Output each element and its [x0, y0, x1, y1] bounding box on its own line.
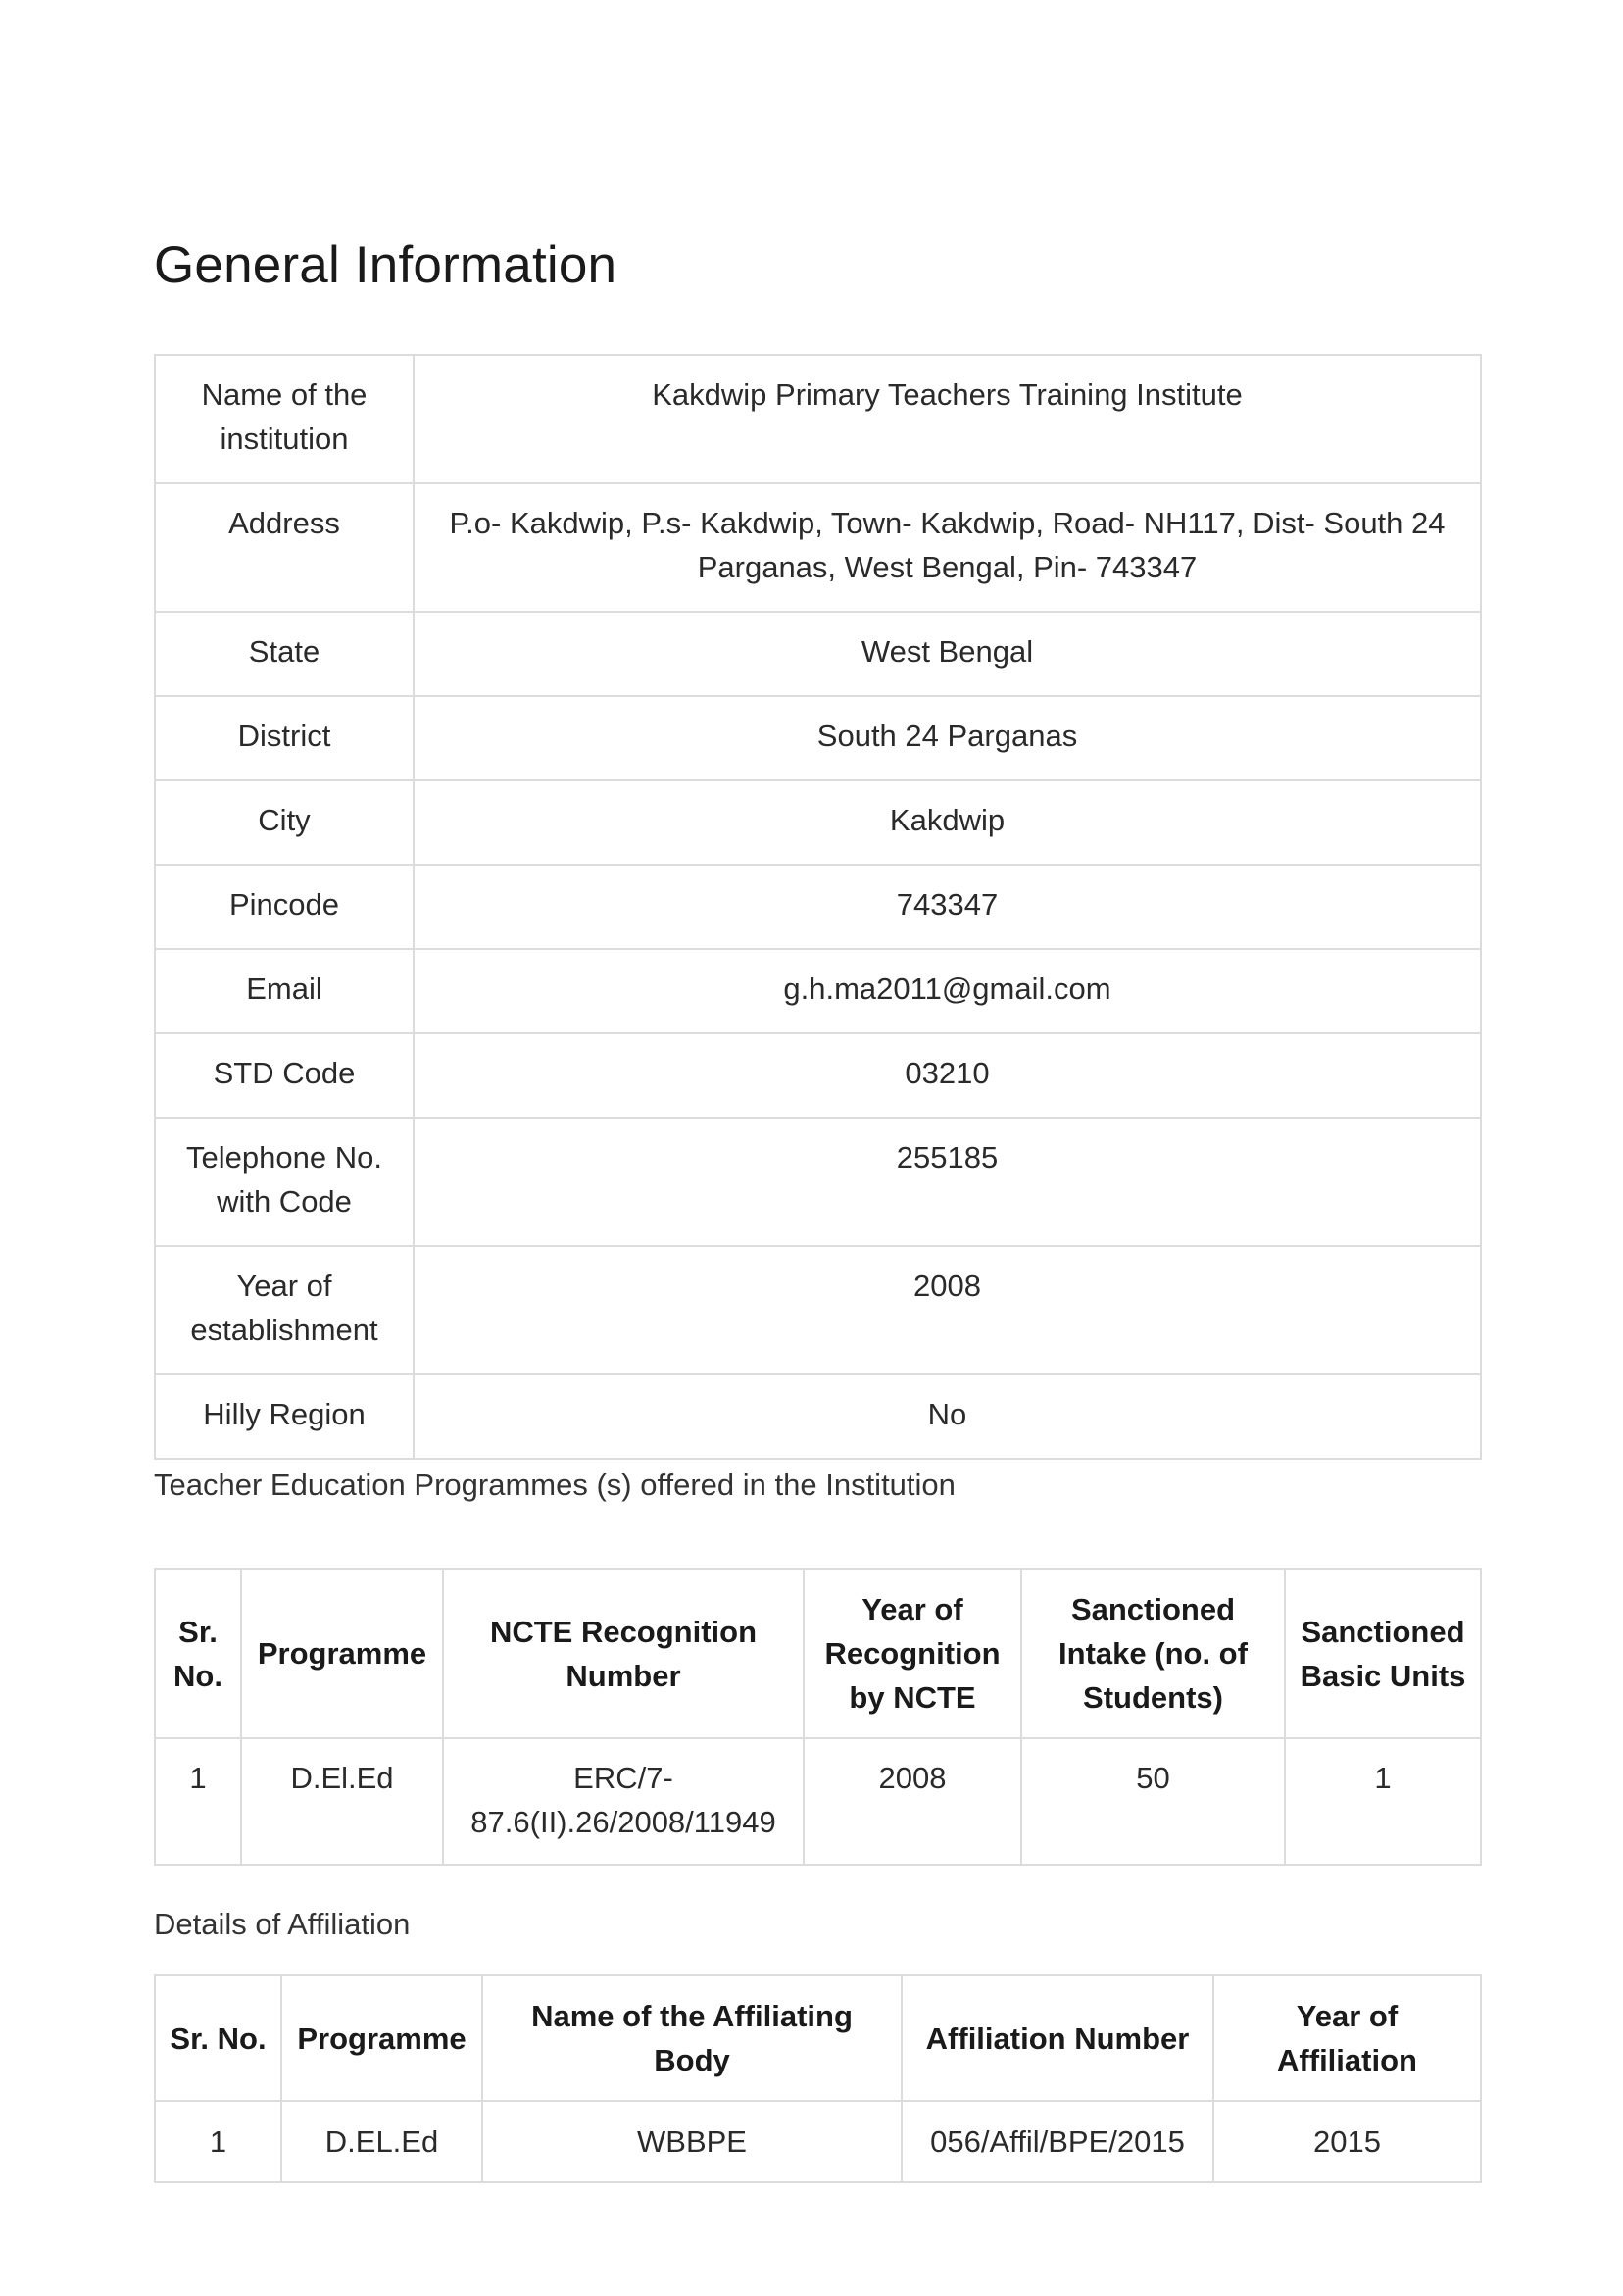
programmes-header-row [155, 1569, 1481, 1738]
info-row-hilly-region [155, 1374, 1481, 1459]
info-row-year-established [155, 1246, 1481, 1374]
column-header: Sr. No. [155, 1975, 281, 2101]
info-row-pincode [155, 865, 1481, 949]
info-value: South 24 Parganas [414, 696, 1481, 780]
info-row-email [155, 949, 1481, 1033]
programmes-table [154, 1568, 1482, 1866]
info-label: Pincode [155, 865, 414, 949]
info-row-address [155, 483, 1481, 612]
info-label: State [155, 612, 414, 696]
table-cell: ERC/7-87.6(II).26/2008/11949 [443, 1738, 804, 1865]
column-header: NCTE Recognition Number [443, 1569, 804, 1738]
affiliation-table [154, 1974, 1482, 2183]
column-header: Name of the Affiliating Body [482, 1975, 902, 2101]
info-row-std-code [155, 1033, 1481, 1118]
column-header: Sanctioned Basic Units [1285, 1569, 1481, 1738]
page-title: General Information [154, 236, 617, 294]
general-info-table [154, 354, 1482, 1460]
info-row-telephone [155, 1118, 1481, 1246]
column-header: Sanctioned Intake (no. of Students) [1021, 1569, 1285, 1738]
info-value: Kakdwip [414, 780, 1481, 865]
table-cell: 2008 [804, 1738, 1021, 1865]
info-value: 743347 [414, 865, 1481, 949]
info-row-state [155, 612, 1481, 696]
column-header: Sr. No. [155, 1569, 241, 1738]
info-label: Telephone No. with Code [155, 1118, 414, 1246]
info-value: Kakdwip Primary Teachers Training Institute [414, 355, 1481, 483]
table-cell: D.El.Ed [241, 1738, 443, 1865]
info-value: 2008 [414, 1246, 1481, 1374]
info-value: West Bengal [414, 612, 1481, 696]
table-cell: 056/Affil/BPE/2015 [902, 2101, 1213, 2182]
info-label: Hilly Region [155, 1374, 414, 1459]
info-value: No [414, 1374, 1481, 1459]
info-value: P.o- Kakdwip, P.s- Kakdwip, Town- Kakdwip, Road- NH117, Dist- South 24 Parganas, West Bengal, Pin- 743347 [414, 483, 1481, 612]
info-label: Year of establishment [155, 1246, 414, 1374]
affiliation-header-row [155, 1975, 1481, 2101]
table-cell: 1 [155, 1738, 241, 1865]
column-header: Programme [241, 1569, 443, 1738]
info-label: STD Code [155, 1033, 414, 1118]
info-label: District [155, 696, 414, 780]
table-row [155, 2101, 1481, 2182]
column-header: Year of Affiliation [1213, 1975, 1481, 2101]
table-cell: 1 [155, 2101, 281, 2182]
table-row [155, 1738, 1481, 1865]
programmes-section-label: Teacher Education Programmes (s) offered in the Institution [154, 1468, 956, 1502]
table-cell: 1 [1285, 1738, 1481, 1865]
table-cell: 50 [1021, 1738, 1285, 1865]
column-header: Year of Recognition by NCTE [804, 1569, 1021, 1738]
table-cell: D.EL.Ed [281, 2101, 482, 2182]
affiliation-section-label: Details of Affiliation [154, 1907, 411, 1941]
info-row-institution-name [155, 355, 1481, 483]
info-label: City [155, 780, 414, 865]
table-cell: WBBPE [482, 2101, 902, 2182]
info-label: Email [155, 949, 414, 1033]
info-row-city [155, 780, 1481, 865]
info-value: g.h.ma2011@gmail.com [414, 949, 1481, 1033]
info-label: Address [155, 483, 414, 612]
column-header: Programme [281, 1975, 482, 2101]
info-value: 03210 [414, 1033, 1481, 1118]
info-value: 255185 [414, 1118, 1481, 1246]
info-label: Name of the institution [155, 355, 414, 483]
column-header: Affiliation Number [902, 1975, 1213, 2101]
table-cell: 2015 [1213, 2101, 1481, 2182]
info-row-district [155, 696, 1481, 780]
